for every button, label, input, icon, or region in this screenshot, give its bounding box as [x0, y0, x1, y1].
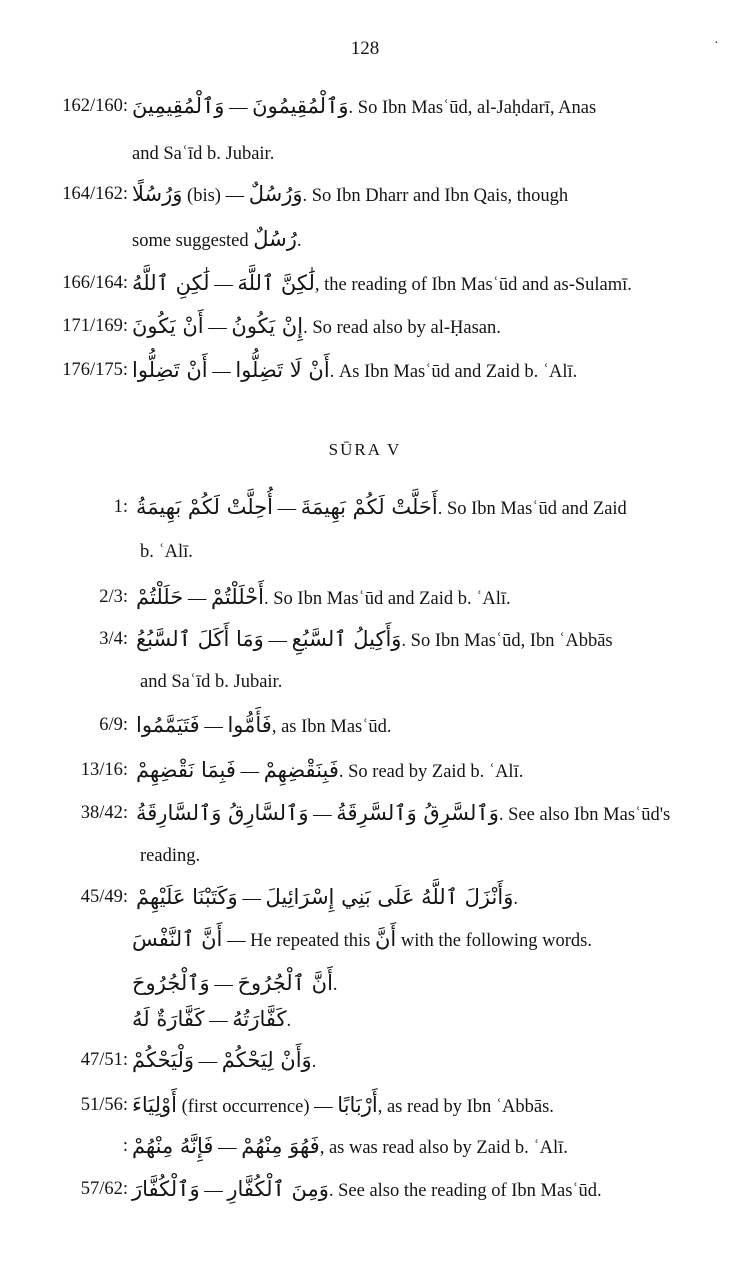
standard-reading: إِنْ يَكُونُ	[231, 314, 304, 338]
standard-reading: وَرُسُلٌ	[248, 182, 303, 206]
standard-reading: وَٱلسَّرِقُ وَٱلسَّرِقَةُ	[336, 801, 499, 825]
variant-entry	[0, 796, 730, 830]
entry-note-tail: with the following words.	[400, 931, 592, 951]
continuation-line	[0, 535, 730, 569]
separator: —	[227, 931, 246, 951]
separator: —	[209, 1011, 228, 1031]
verse-ref: 166/164:	[62, 273, 128, 293]
variant-entry	[0, 1129, 730, 1163]
standard-reading: فَهُوَ مِنْهُمْ	[241, 1134, 320, 1158]
variant-entry	[0, 89, 730, 123]
continuation-line	[0, 222, 730, 256]
verse-ref: 1:	[113, 497, 128, 517]
standard-reading: كَفَّارَتُهُ	[232, 1007, 287, 1031]
variant-reading: فَتَيَمَّمُوا	[136, 713, 200, 737]
entry-note: . See also Ibn Masʿūd's	[498, 805, 671, 825]
variant-reading: فَبِمَا نَقْضِهِمْ	[136, 758, 236, 782]
verse-ref: 13/16:	[80, 760, 128, 780]
verse-ref: 3/4:	[99, 629, 128, 649]
entry-note: reading.	[140, 846, 201, 866]
entry-note: . So Ibn Masʿūd, Ibn ʿAbbās	[401, 631, 613, 651]
punctuation: .	[286, 1011, 292, 1031]
standard-reading: أَرْبَابًا	[337, 1093, 378, 1117]
entry-note: . So Ibn Dharr and Ibn Qais, though	[302, 186, 569, 206]
entry-note: . As Ibn Masʿūd and Zaid b. ʿAlī.	[329, 362, 578, 382]
entry-note: , as was read also by Zaid b. ʿAlī.	[319, 1138, 568, 1158]
entry-note: . So read also by al-Ḥasan.	[303, 318, 501, 338]
separator: —	[313, 805, 332, 825]
variant-reading: أَنْ تَضِلُّوا	[132, 358, 208, 382]
standard-reading: وَأَنْزَلَ ٱللَّهُ عَلَى بَنِي إِسْرَائِيلَ	[265, 885, 514, 909]
entry-qualifier: (first occurrence)	[181, 1097, 310, 1117]
separator: —	[208, 318, 227, 338]
variant-entry	[0, 309, 730, 343]
entry-note: . See also the reading of Ibn Masʿūd.	[328, 1181, 602, 1201]
separator: —	[212, 362, 231, 382]
variant-entry	[0, 753, 730, 787]
separator: —	[218, 1138, 237, 1158]
punctuation: .	[332, 975, 338, 995]
variant-entry	[0, 580, 730, 614]
entry-note: . So Ibn Masʿūd, al-Jaḥdarī, Anas	[348, 98, 597, 118]
variant-reading: وَكَتَبْنَا عَلَيْهِمْ	[136, 885, 238, 909]
variant-reading: فَإِنَّهُ مِنْهُمْ	[132, 1134, 214, 1158]
standard-reading: أَنَّ	[374, 927, 397, 951]
standard-reading: وَأَكِيلُ ٱلسَّبُعِ	[291, 627, 402, 651]
standard-reading: وَأَنْ لِيَحْكُمْ	[221, 1048, 312, 1072]
variant-reading: حَلَلْتُمْ	[136, 585, 184, 609]
verse-ref: 6/9:	[99, 715, 128, 735]
separator: —	[229, 98, 248, 118]
entry-note: . So Ibn Masʿūd and Zaid b. ʿAlī.	[264, 589, 511, 609]
standard-reading: أَحَلَّتْ لَكُمْ بَهِيمَةَ	[300, 495, 438, 519]
variant-reading: أَوْلِيَاءَ	[132, 1093, 177, 1117]
variant-reading: وَٱلْجُرُوحَ	[132, 971, 210, 995]
standard-reading: وَٱلْمُقِيمُونَ	[252, 94, 349, 118]
entry-note: and Saʿīd b. Jubair.	[132, 144, 275, 164]
entry-note: b. ʿAlī.	[140, 542, 193, 562]
standard-reading: وَمِنَ ٱلْكُفَّارِ	[227, 1177, 329, 1201]
variant-entry	[0, 266, 730, 300]
continuation-line	[0, 839, 730, 873]
verse-ref: 45/49:	[80, 887, 128, 907]
section-heading: SŪRA V	[328, 440, 402, 459]
standard-reading: أَنَّ ٱلْجُرُوحَ	[237, 971, 333, 995]
entry-note: , as read by Ibn ʿAbbās.	[377, 1097, 554, 1117]
verse-ref: 2/3:	[99, 587, 128, 607]
entry-note: , as Ibn Masʿūd.	[271, 717, 392, 737]
variant-entry	[0, 880, 730, 914]
entry-note: , the reading of Ibn Masʿūd and as-Sulamī.	[314, 275, 632, 295]
variant-reading: وَمَا أَكَلَ ٱلسَّبُعُ	[136, 627, 264, 651]
entry-note: and Saʿīd b. Jubair.	[140, 672, 283, 692]
continuation-line	[0, 665, 730, 699]
variant-reading: أَنْ يَكُونَ	[132, 314, 204, 338]
entry-note: . So read by Zaid b. ʿAlī.	[338, 762, 524, 782]
verse-ref: 176/175:	[62, 360, 128, 380]
variant-reading: وَٱلْكُفَّارَ	[132, 1177, 200, 1201]
variant-reading: رُسُلٌ	[253, 227, 297, 251]
verse-ref: 38/42:	[80, 803, 128, 823]
punctuation: .	[311, 1052, 317, 1072]
separator: —	[242, 889, 261, 909]
verse-ref: 51/56:	[80, 1095, 128, 1115]
verse-ref: 57/62:	[80, 1179, 128, 1199]
standard-reading: أَحْلَلْتُمْ	[210, 585, 264, 609]
verse-ref: 47/51:	[80, 1050, 128, 1070]
separator: —	[277, 499, 297, 519]
verse-ref: 164/162:	[62, 184, 128, 204]
separator: —	[204, 1181, 223, 1201]
punctuation: .	[296, 231, 302, 251]
variant-entry	[0, 490, 730, 524]
entry-note: .	[513, 889, 518, 909]
page-number: 128	[350, 38, 380, 59]
variant-reading: أُحِلَّتْ لَكُمْ بَهِيمَةُ	[136, 495, 273, 519]
separator: —	[187, 589, 207, 609]
standard-reading: فَبِنَقْضِهِمْ	[263, 758, 339, 782]
continuation-line	[0, 966, 730, 1000]
verse-ref: 171/169:	[62, 316, 128, 336]
verse-ref: 162/160:	[62, 96, 128, 116]
separator: —	[214, 975, 233, 995]
entry-note: some suggested	[132, 231, 249, 251]
variant-reading: وَٱلْمُقِيمِينَ	[132, 94, 225, 118]
separator: —	[204, 717, 223, 737]
variant-reading: وَلْيَحْكُمْ	[132, 1048, 195, 1072]
variant-reading: وَٱلسَّارِقُ وَٱلسَّارِقَةُ	[136, 801, 309, 825]
separator: —	[240, 762, 260, 782]
variant-entry	[0, 1088, 730, 1122]
entry-note: He repeated this	[250, 931, 371, 951]
variant-entry	[0, 177, 730, 211]
variant-entry	[0, 353, 730, 387]
variant-reading: كَفَّارَةٌ لَهُ	[132, 1007, 205, 1031]
variant-reading: أَنَّ ٱلنَّفْسَ	[132, 927, 223, 951]
separator: —	[198, 1052, 218, 1072]
standard-reading: لَٰكِنَّ ٱللَّهَ	[237, 271, 315, 295]
verse-ref: :	[122, 1136, 128, 1156]
separator: —	[214, 275, 233, 295]
separator: —	[225, 186, 245, 206]
entry-note: . So Ibn Masʿūd and Zaid	[437, 499, 627, 519]
separator: —	[314, 1097, 333, 1117]
standard-reading: فَأَمُّوا	[227, 713, 272, 737]
separator: —	[268, 631, 287, 651]
margin-mark: ·	[714, 36, 719, 51]
continuation-line	[0, 1002, 730, 1036]
standard-reading: أَنْ لَا تَضِلُّوا	[235, 358, 330, 382]
continuation-line	[0, 922, 730, 956]
variant-entry	[0, 1043, 730, 1077]
variant-entry	[0, 622, 730, 656]
entry-qualifier: (bis)	[187, 186, 221, 206]
variant-entry	[0, 708, 730, 742]
variant-reading: وَرُسُلًا	[132, 182, 183, 206]
variant-reading: لَٰكِنِ ٱللَّهُ	[132, 271, 210, 295]
variant-entry	[0, 1172, 730, 1206]
continuation-line	[0, 137, 730, 171]
